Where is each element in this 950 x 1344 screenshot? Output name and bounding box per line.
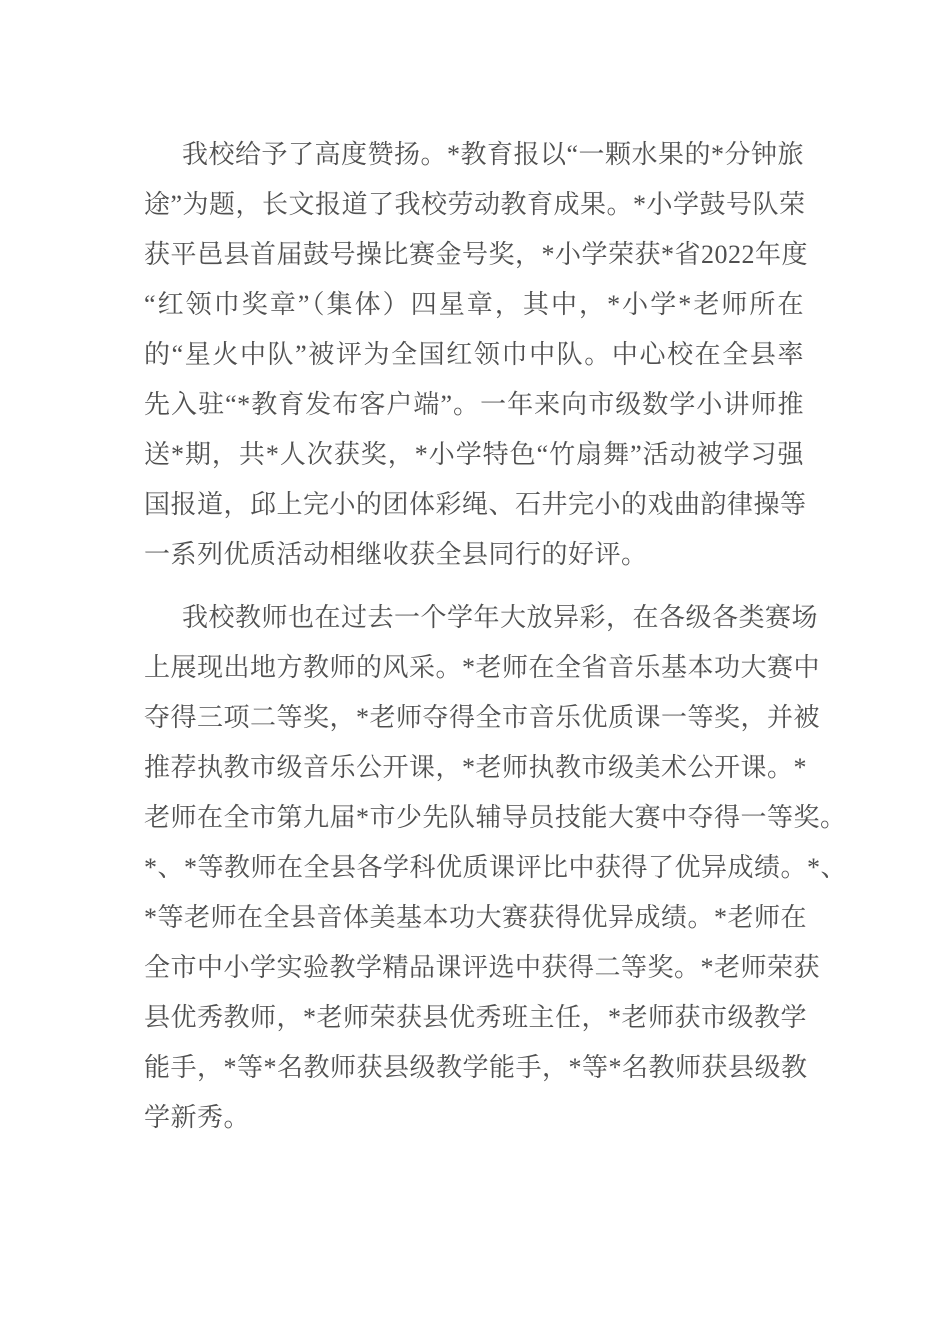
text-line: 夺得三项二等奖，*老师夺得全市音乐优质课一等奖，并被 <box>144 703 821 732</box>
text-line: 我校教师也在过去一个学年大放异彩，在各级各类赛场 <box>182 603 819 632</box>
text-line: 途”为题，长文报道了我校劳动教育成果。*小学鼓号队荣 <box>144 190 806 219</box>
text-line: *等老师在全县音体美基本功大赛获得优异成绩。*老师在 <box>144 903 808 932</box>
text-line: 县优秀教师，*老师荣获县优秀班主任，*老师获市级教学 <box>144 1003 808 1032</box>
text-line: 能手，*等*名教师获县级教学能手，*等*名教师获县级教 <box>144 1053 808 1082</box>
text-line: 全市中小学实验教学精品课评选中获得二等奖。*老师荣获 <box>144 953 821 982</box>
text-line: 获平邑县首届鼓号操比赛金号奖，*小学荣获*省2022年度 <box>144 240 809 269</box>
text-line: 推荐执教市级音乐公开课，*老师执教市级美术公开课。* <box>144 753 808 782</box>
text-line: 我校给予了高度赞扬。*教育报以“一颗水果的*分钟旅 <box>182 140 805 169</box>
text-line: 上展现出地方教师的风采。*老师在全省音乐基本功大赛中 <box>144 653 821 682</box>
text-line: “红领巾奖章”（集体）四星章，其中，*小学*老师所在 <box>144 290 804 319</box>
text-line: *、*等教师在全县各学科优质课评比中获得了优异成绩。*、 <box>144 853 848 882</box>
document-body <box>144 130 848 1143</box>
paragraph-2 <box>144 593 848 1143</box>
text-line: 学新秀。 <box>144 1103 251 1132</box>
text-line: 老师在全市第九届*市少先队辅导员技能大赛中夺得一等奖。 <box>144 803 847 832</box>
text-line: 的“星火中队”被评为全国红领巾中队。中心校在全县率 <box>144 340 804 369</box>
text-line: 国报道，邱上完小的团体彩绳、石井完小的戏曲韵律操等 <box>144 490 807 519</box>
text-line: 先入驻“*教育发布客户端”。一年来向市级数学小讲师推 <box>144 390 804 419</box>
text-line: 一系列优质活动相继收获全县同行的好评。 <box>144 540 648 569</box>
paragraph-1 <box>144 130 809 580</box>
text-line: 送*期，共*人次获奖，*小学特色“竹扇舞”活动被学习强 <box>144 440 804 469</box>
